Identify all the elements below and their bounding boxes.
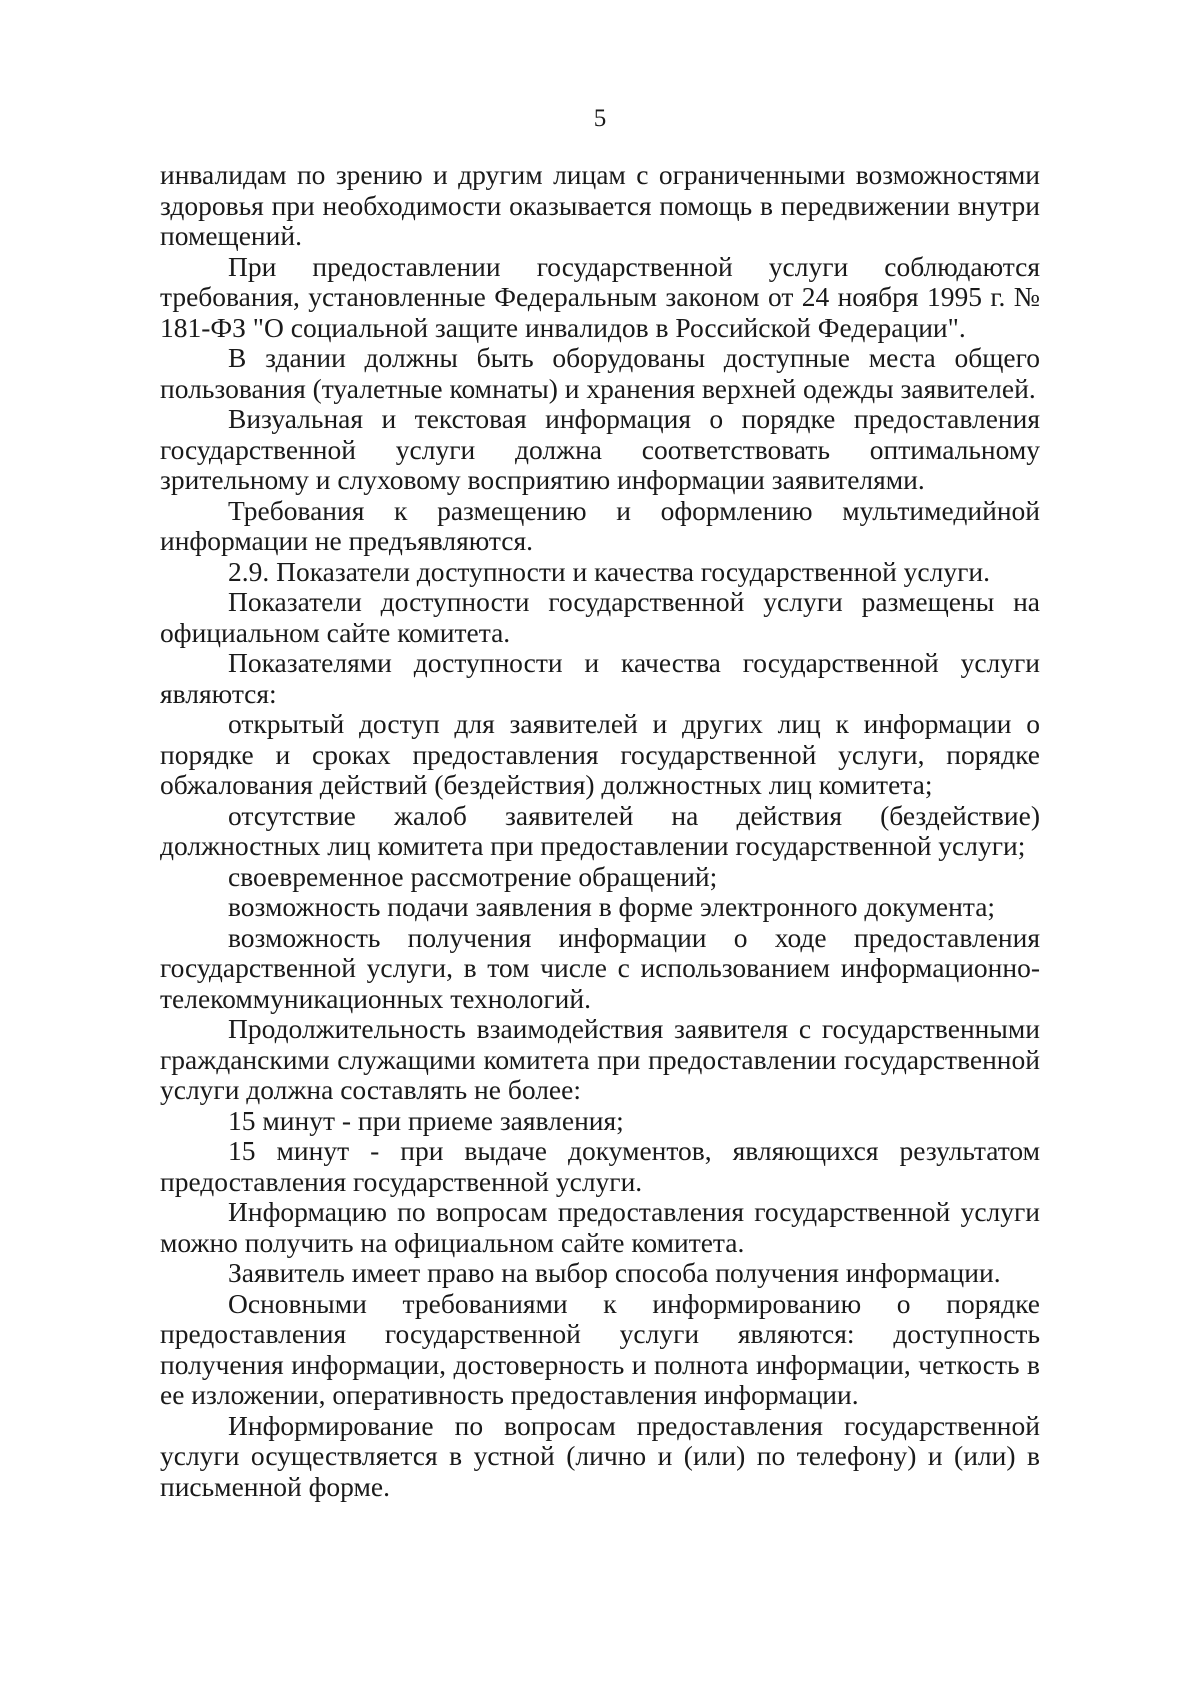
paragraph: Продолжительность взаимодействия заявителя с государственными гражданскими служащими комитета при предоставлении государственной услуги должна составлять не более: [160, 1013, 1040, 1105]
list-item: 15 минут - при приеме заявления; [228, 1104, 624, 1136]
paragraph: Информирование по вопросам предоставления государственной услуги осуществляется в устной (лично и (или) по телефону) и (или) в письменной форме. [160, 1409, 1040, 1502]
page-number: 5 [593, 105, 607, 132]
paragraph: При предоставлении государственной услуги соблюдаются требования, установленные Федеральным законом от 24 ноября 1995 г. № 181-ФЗ "О социальной защите инвалидов в Российской Федерации". [160, 250, 1040, 343]
paragraph: Требования к размещению и оформлению мультимедийной информации не предъявляются. [160, 494, 1040, 556]
paragraph: Заявитель имеет право на выбор способа получения информации. [228, 1257, 1001, 1288]
paragraph: Основными требованиями к информированию о порядке предоставления государственной услуги являются: доступность получения информации, достоверность и полнота информации, четкость в ее изложении, оперативность предоставления информации. [160, 1287, 1040, 1410]
list-item: возможность подачи заявления в форме электронного документа; [228, 891, 996, 922]
paragraph: Визуальная и текстовая информация о порядке предоставления государственной услуги должна соответствовать оптимальному зрительному и слуховому восприятию информации заявителями. [160, 403, 1040, 495]
list-item: своевременное рассмотрение обращений; [228, 860, 718, 892]
paragraph: Информацию по вопросам предоставления государственной услуги можно получить на официальном сайте комитета. [160, 1196, 1040, 1258]
paragraph: Показатели доступности государственной услуги размещены на официальном сайте комитета. [160, 586, 1040, 648]
paragraph: инвалидам по зрению и другим лицам с ограниченными возможностями здоровья при необходимости оказывается помощь в передвижении внутри помещений. [160, 159, 1040, 251]
list-item: возможность получения информации о ходе предоставления государственной услуги, в том числе с использованием информационно-телекоммуникационных технологий. [160, 921, 1040, 1014]
section-heading: 2.9. Показатели доступности и качества государственной услуги. [228, 555, 990, 587]
list-item: открытый доступ для заявителей и других лиц к информации о порядке и сроках предоставления государственной услуги, порядке обжалования действий (бездействия) должностных лиц комитета; [160, 708, 1040, 800]
paragraph: В здании должны быть оборудованы доступные места общего пользования (туалетные комнаты) и хранения верхней одежды заявителей. [160, 342, 1040, 404]
list-item: 15 минут - при выдаче документов, являющихся результатом предоставления государственной услуги. [160, 1135, 1040, 1197]
paragraph: Показателями доступности и качества государственной услуги являются: [160, 647, 1040, 709]
document-body [160, 160, 1040, 1502]
list-item: отсутствие жалоб заявителей на действия (бездействие) должностных лиц комитета при предоставлении государственной услуги; [160, 799, 1040, 861]
